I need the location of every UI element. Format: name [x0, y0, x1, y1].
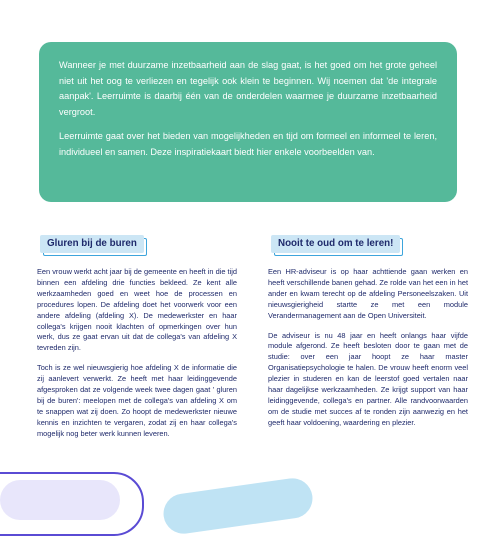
right-text: [268, 267, 468, 429]
left-paragraph-1: Een vrouw werkt acht jaar bij de gemeente en heeft in die tijd binnen een afdeling drie functies bekleed. Ze kent alle werkzaamheden goed en weet hoe de processen en procedures lopen. De afdeling doet het voorwerk voor een andere afdeling (afdeling X). De medewerkster en haar collega's krijgen nooit klachten of opmerkingen over hun werk, dus ze gaat ervan uit dat de collega's van afdeling X tevreden zijn.: [37, 267, 237, 353]
left-text: [37, 267, 237, 440]
left-paragraph-2: Toch is ze wel nieuwsgierig hoe afdeling X de informatie die zij aanlevert verwerkt. Ze heeft met haar leidinggevende afgesproken dat ze volgende week twee dagen gaat ' gluren bij de buren': meelopen met de collega's van afdeling X om te snappen wat zij doen. Zo hoopt de medewerkster nieuwe kennis en inzichten te vergaren, zodat zij en haar collega's mogelijk nog beter werk kunnen leveren.: [37, 363, 237, 438]
left-heading: Gluren bij de buren: [40, 235, 144, 253]
intro-paragraph-2: Leerruimte gaat over het bieden van mogelijkheden en tijd om formeel en informeel te leren, individueel en samen. Deze inspiratiekaart biedt hier enkele voorbeelden van.: [59, 131, 437, 157]
right-paragraph-2: De adviseur is nu 48 jaar en heeft onlangs haar vijfde module afgerond. Ze heeft besloten door te gaan met de studie: over een jaar hoopt ze haar master Organisatiepsychologie te halen. De vrouw heeft enorm veel plezier in studeren en kan de leerstof goed vertalen naar haar dagelijkse werkzaamheden. Ze krijgt support van haar leidinggevende, collega's en partner. Alle randvoorwaarden om de studie met succes af te ronden zijn aanwezig en het geeft haar voldoening, waardering en plezier.: [268, 330, 468, 427]
right-paragraph-1: Een HR-adviseur is op haar achttiende gaan werken en heeft verschillende banen gehad. Ze rolde van het een in het ander en kwam terecht op de afdeling Personeelszaken. Uit nieuwsgierigheid startte ze met een module Verandermanagement aan de Open Universiteit.: [268, 267, 468, 320]
decorative-shape-fill: [0, 480, 120, 520]
right-heading: Nooit te oud om te leren!: [271, 235, 400, 253]
decorative-shape-blue: [161, 476, 315, 536]
intro-paragraph-1: Wanneer je met duurzame inzetbaarheid aan de slag gaat, is het goed om het grote geheel niet uit het oog te verliezen en tegelijk ook klein te beginnen. Wij noemen dat 'de integrale aanpak'. Leerruimte is daarbij één van de onderdelen waarmee je duurzame inzetbaarheid vergroot.: [59, 60, 437, 117]
right-column: [268, 233, 468, 429]
left-column: [37, 233, 237, 440]
intro-box: [39, 42, 457, 202]
